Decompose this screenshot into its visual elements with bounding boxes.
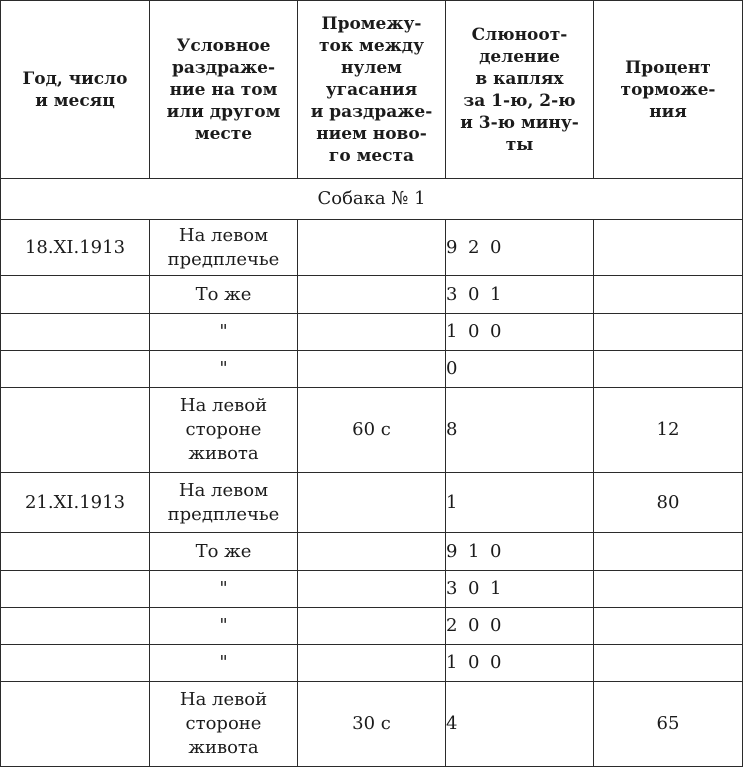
cell-date xyxy=(1,351,150,388)
header-percent: Процент торможе- ния xyxy=(594,1,743,179)
cell-saliva xyxy=(446,276,594,314)
saliva-minute-2: 0 xyxy=(468,321,480,342)
stimulus-text: " xyxy=(219,578,228,599)
saliva-minute-1: 0 xyxy=(446,358,458,379)
cell-percent xyxy=(594,220,743,276)
cell-interval xyxy=(298,571,446,608)
cell-percent: 65 xyxy=(594,682,743,767)
header-saliva: Слюноот- деление в каплях за 1-ю, 2-ю и 3-ю мину- ты xyxy=(446,1,594,179)
table-row xyxy=(1,473,743,533)
header-interval: Промежу- ток между нулем угасания и раздраже- нием ново- го места xyxy=(298,1,446,179)
saliva-minute-1: 3 xyxy=(446,578,458,599)
saliva-minute-2: 0 xyxy=(468,578,480,599)
section-title: Собака № 1 xyxy=(1,179,743,220)
cell-stimulus xyxy=(150,220,298,276)
saliva-minute-1: 2 xyxy=(446,615,458,636)
cell-saliva xyxy=(446,682,594,767)
saliva-minute-2: 0 xyxy=(468,652,480,673)
table-row xyxy=(1,533,743,571)
cell-date xyxy=(1,533,150,571)
cell-saliva xyxy=(446,571,594,608)
saliva-minute-3: 0 xyxy=(490,540,502,562)
cell-interval xyxy=(298,276,446,314)
cell-interval xyxy=(298,533,446,571)
cell-percent xyxy=(594,533,743,571)
cell-date: 21.XI.1913 xyxy=(1,473,150,533)
cell-date xyxy=(1,682,150,767)
cell-interval xyxy=(298,645,446,682)
table-row xyxy=(1,388,743,473)
header-stimulus: Условное раздраже- ние на том или другом месте xyxy=(150,1,298,179)
saliva-minute-2: 2 xyxy=(468,236,480,258)
cell-stimulus xyxy=(150,645,298,682)
saliva-minute-3: 0 xyxy=(490,652,502,673)
saliva-minute-1: 9 xyxy=(446,236,458,258)
header-date: Год, число и месяц xyxy=(1,1,150,179)
cell-saliva xyxy=(446,645,594,682)
cell-saliva xyxy=(446,388,594,473)
cell-stimulus xyxy=(150,388,298,473)
cell-stimulus xyxy=(150,351,298,388)
cell-saliva xyxy=(446,533,594,571)
saliva-minute-1: 1 xyxy=(446,491,458,513)
saliva-minute-1: 8 xyxy=(446,419,458,440)
stimulus-text: На левой стороне живота xyxy=(179,395,268,464)
saliva-minute-2: 0 xyxy=(468,283,480,305)
cell-date xyxy=(1,388,150,473)
table-row xyxy=(1,351,743,388)
saliva-minute-3: 0 xyxy=(490,615,502,636)
saliva-minute-3: 0 xyxy=(490,321,502,342)
table-row xyxy=(1,220,743,276)
cell-stimulus xyxy=(150,608,298,645)
cell-saliva xyxy=(446,220,594,276)
stimulus-text: " xyxy=(219,358,228,379)
cell-percent xyxy=(594,608,743,645)
cell-date: 18.XI.1913 xyxy=(1,220,150,276)
saliva-minute-3: 0 xyxy=(490,236,502,258)
cell-stimulus xyxy=(150,533,298,571)
stimulus-text: " xyxy=(219,652,228,673)
cell-stimulus xyxy=(150,682,298,767)
cell-date xyxy=(1,608,150,645)
cell-percent: 80 xyxy=(594,473,743,533)
stimulus-text: На левом предплечье xyxy=(167,224,280,270)
cell-stimulus xyxy=(150,276,298,314)
cell-stimulus xyxy=(150,473,298,533)
cell-percent xyxy=(594,571,743,608)
cell-interval xyxy=(298,314,446,351)
cell-saliva xyxy=(446,473,594,533)
cell-percent xyxy=(594,276,743,314)
cell-interval xyxy=(298,220,446,276)
saliva-minute-2: 1 xyxy=(468,540,480,562)
table-row xyxy=(1,571,743,608)
cell-interval xyxy=(298,608,446,645)
table-row xyxy=(1,645,743,682)
cell-percent xyxy=(594,645,743,682)
stimulus-text: На левой стороне живота xyxy=(179,689,268,758)
saliva-minute-1: 4 xyxy=(446,713,458,734)
cell-interval xyxy=(298,351,446,388)
saliva-minute-1: 1 xyxy=(446,321,458,342)
section-row xyxy=(1,179,743,220)
stimulus-text: " xyxy=(219,321,228,342)
stimulus-text: То же xyxy=(195,540,252,562)
table-row xyxy=(1,682,743,767)
cell-date xyxy=(1,276,150,314)
stimulus-text: " xyxy=(219,615,228,636)
table-row xyxy=(1,608,743,645)
saliva-minute-1: 3 xyxy=(446,283,458,305)
saliva-minute-3: 1 xyxy=(490,578,502,599)
stimulus-text: На левом предплечье xyxy=(167,479,280,525)
cell-stimulus xyxy=(150,571,298,608)
saliva-minute-1: 1 xyxy=(446,652,458,673)
stimulus-text: То же xyxy=(195,283,252,305)
cell-stimulus xyxy=(150,314,298,351)
table-row xyxy=(1,276,743,314)
header-row xyxy=(1,1,743,179)
cell-interval xyxy=(298,473,446,533)
cell-interval: 60 с xyxy=(298,388,446,473)
cell-percent xyxy=(594,351,743,388)
cell-saliva xyxy=(446,351,594,388)
cell-percent xyxy=(594,314,743,351)
cell-interval: 30 с xyxy=(298,682,446,767)
saliva-minute-1: 9 xyxy=(446,540,458,562)
cell-date xyxy=(1,645,150,682)
cell-percent: 12 xyxy=(594,388,743,473)
cell-saliva xyxy=(446,608,594,645)
cell-date xyxy=(1,314,150,351)
cell-date xyxy=(1,571,150,608)
saliva-minute-2: 0 xyxy=(468,615,480,636)
saliva-minute-3: 1 xyxy=(490,283,502,305)
cell-saliva xyxy=(446,314,594,351)
table-row xyxy=(1,314,743,351)
